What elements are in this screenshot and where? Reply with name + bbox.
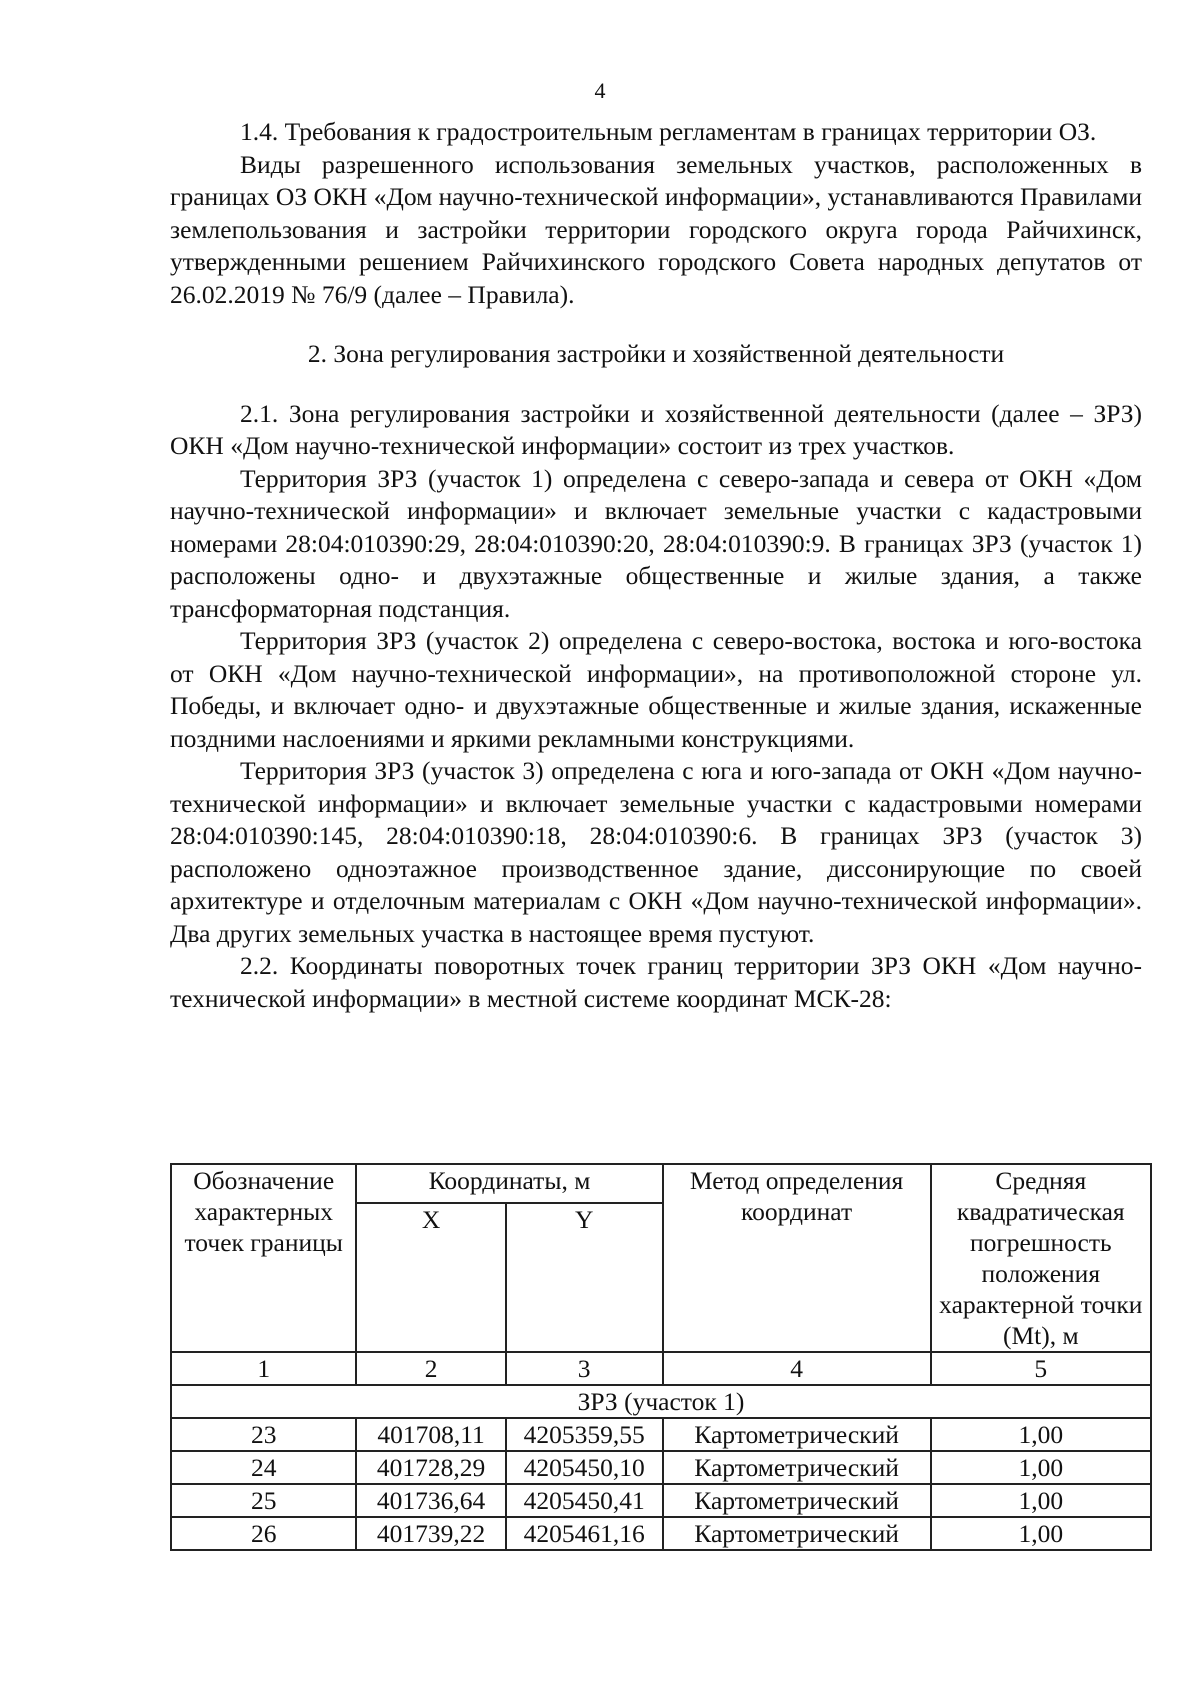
error-cell: 1,00 (931, 1451, 1151, 1484)
document-body (170, 116, 1142, 1015)
error-cell: 1,00 (931, 1517, 1151, 1550)
header-x: X (356, 1203, 505, 1352)
paragraph-1-4: 1.4. Требования к градостроительным регламентам в границах территории ОЗ. (240, 117, 1097, 146)
error-cell: 1,00 (931, 1484, 1151, 1517)
error-cell: 1,00 (931, 1418, 1151, 1451)
x-cell: 401739,22 (356, 1517, 505, 1550)
group-row (171, 1385, 1151, 1418)
table-header-row (171, 1164, 1151, 1203)
header-y: Y (506, 1203, 663, 1352)
paragraph-plot-2: Территория ЗРЗ (участок 2) определена с северо-востока, востока и юго-востока от ОКН «Дом научно-технической информации», на противоположной стороне ул. Победы, и включает одно- и двухэтажные общественные и жилые здания, искаженные поздними наслоениями и яркими рекламными конструкциями. (170, 626, 1142, 753)
x-cell: 401728,29 (356, 1451, 505, 1484)
y-cell: 4205359,55 (506, 1418, 663, 1451)
paragraph-2-1: 2.1. Зона регулирования застройки и хозяйственной деятельности (далее – ЗРЗ) ОКН «Дом научно-технической информации» состоит из трех участков. (170, 398, 1142, 460)
group-label: ЗРЗ (участок 1) (171, 1385, 1151, 1418)
header-mean-error: Средняя квадратическая погрешность положения характерной точки (Mt), м (931, 1164, 1151, 1352)
column-number: 3 (506, 1352, 663, 1385)
section-heading: 2. Зона регулирования застройки и хозяйственной деятельности (307, 339, 1005, 368)
point-cell: 24 (171, 1451, 356, 1484)
method-cell: Картометрический (663, 1418, 931, 1451)
point-cell: 23 (171, 1418, 356, 1451)
y-cell: 4205461,16 (506, 1517, 663, 1550)
column-number: 1 (171, 1352, 356, 1385)
column-number-row (171, 1352, 1151, 1385)
x-cell: 401736,64 (356, 1484, 505, 1517)
column-number: 4 (663, 1352, 931, 1385)
y-cell: 4205450,41 (506, 1484, 663, 1517)
method-cell: Картометрический (663, 1517, 931, 1550)
column-number: 2 (356, 1352, 505, 1385)
point-cell: 25 (171, 1484, 356, 1517)
x-cell: 401708,11 (356, 1418, 505, 1451)
column-number: 5 (931, 1352, 1151, 1385)
table-row (171, 1484, 1151, 1517)
method-cell: Картометрический (663, 1451, 931, 1484)
header-point-designation: Обозначение характерных точек границы (171, 1164, 356, 1352)
paragraph-2-2: 2.2. Координаты поворотных точек границ территории ЗРЗ ОКН «Дом научно-технической информации» в местной системе координат МСК-28: (170, 951, 1142, 1013)
point-cell: 26 (171, 1517, 356, 1550)
header-coordinates: Координаты, м (356, 1164, 662, 1203)
coordinates-table (170, 1163, 1152, 1551)
page-number: 4 (594, 78, 606, 103)
table-row (171, 1517, 1151, 1550)
y-cell: 4205450,10 (506, 1451, 663, 1484)
paragraph-plot-1: Территория ЗРЗ (участок 1) определена с северо-запада и севера от ОКН «Дом научно-технической информации» и включает земельные участки с кадастровыми номерами 28:04:010390:29, 28:04:010390:20, 28:04:010390:9. В границах ЗРЗ (участок 1) расположены одно- и двухэтажные общественные и жилые здания, а также трансформаторная подстанция. (170, 463, 1142, 623)
paragraph-plot-3: Территория ЗРЗ (участок 3) определена с юга и юго-запада от ОКН «Дом научно-технической информации» и включает земельные участки с кадастровыми номерами 28:04:010390:145, 28:04:010390:18, 28:04:010390:6. В границах ЗРЗ (участок 3) расположено одноэтажное производственное здание, диссонирующие по своей архитектуре и отделочным материалам с ОКН «Дом научно-технической информации». Два других земельных участка в настоящее время пустуют. (170, 756, 1142, 948)
method-cell: Картометрический (663, 1484, 931, 1517)
table-row (171, 1418, 1151, 1451)
table-row (171, 1451, 1151, 1484)
header-method: Метод определения координат (663, 1164, 931, 1352)
paragraph-permitted-use: Виды разрешенного использования земельных участков, расположенных в границах ОЗ ОКН «Дом научно-технической информации», устанавливаются Правилами землепользования и застройки территории городского округа города Райчихинск, утвержденными решением Райчихинского городского Совета народных депутатов от 26.02.2019 № 76/9 (далее – Правила). (170, 149, 1143, 309)
